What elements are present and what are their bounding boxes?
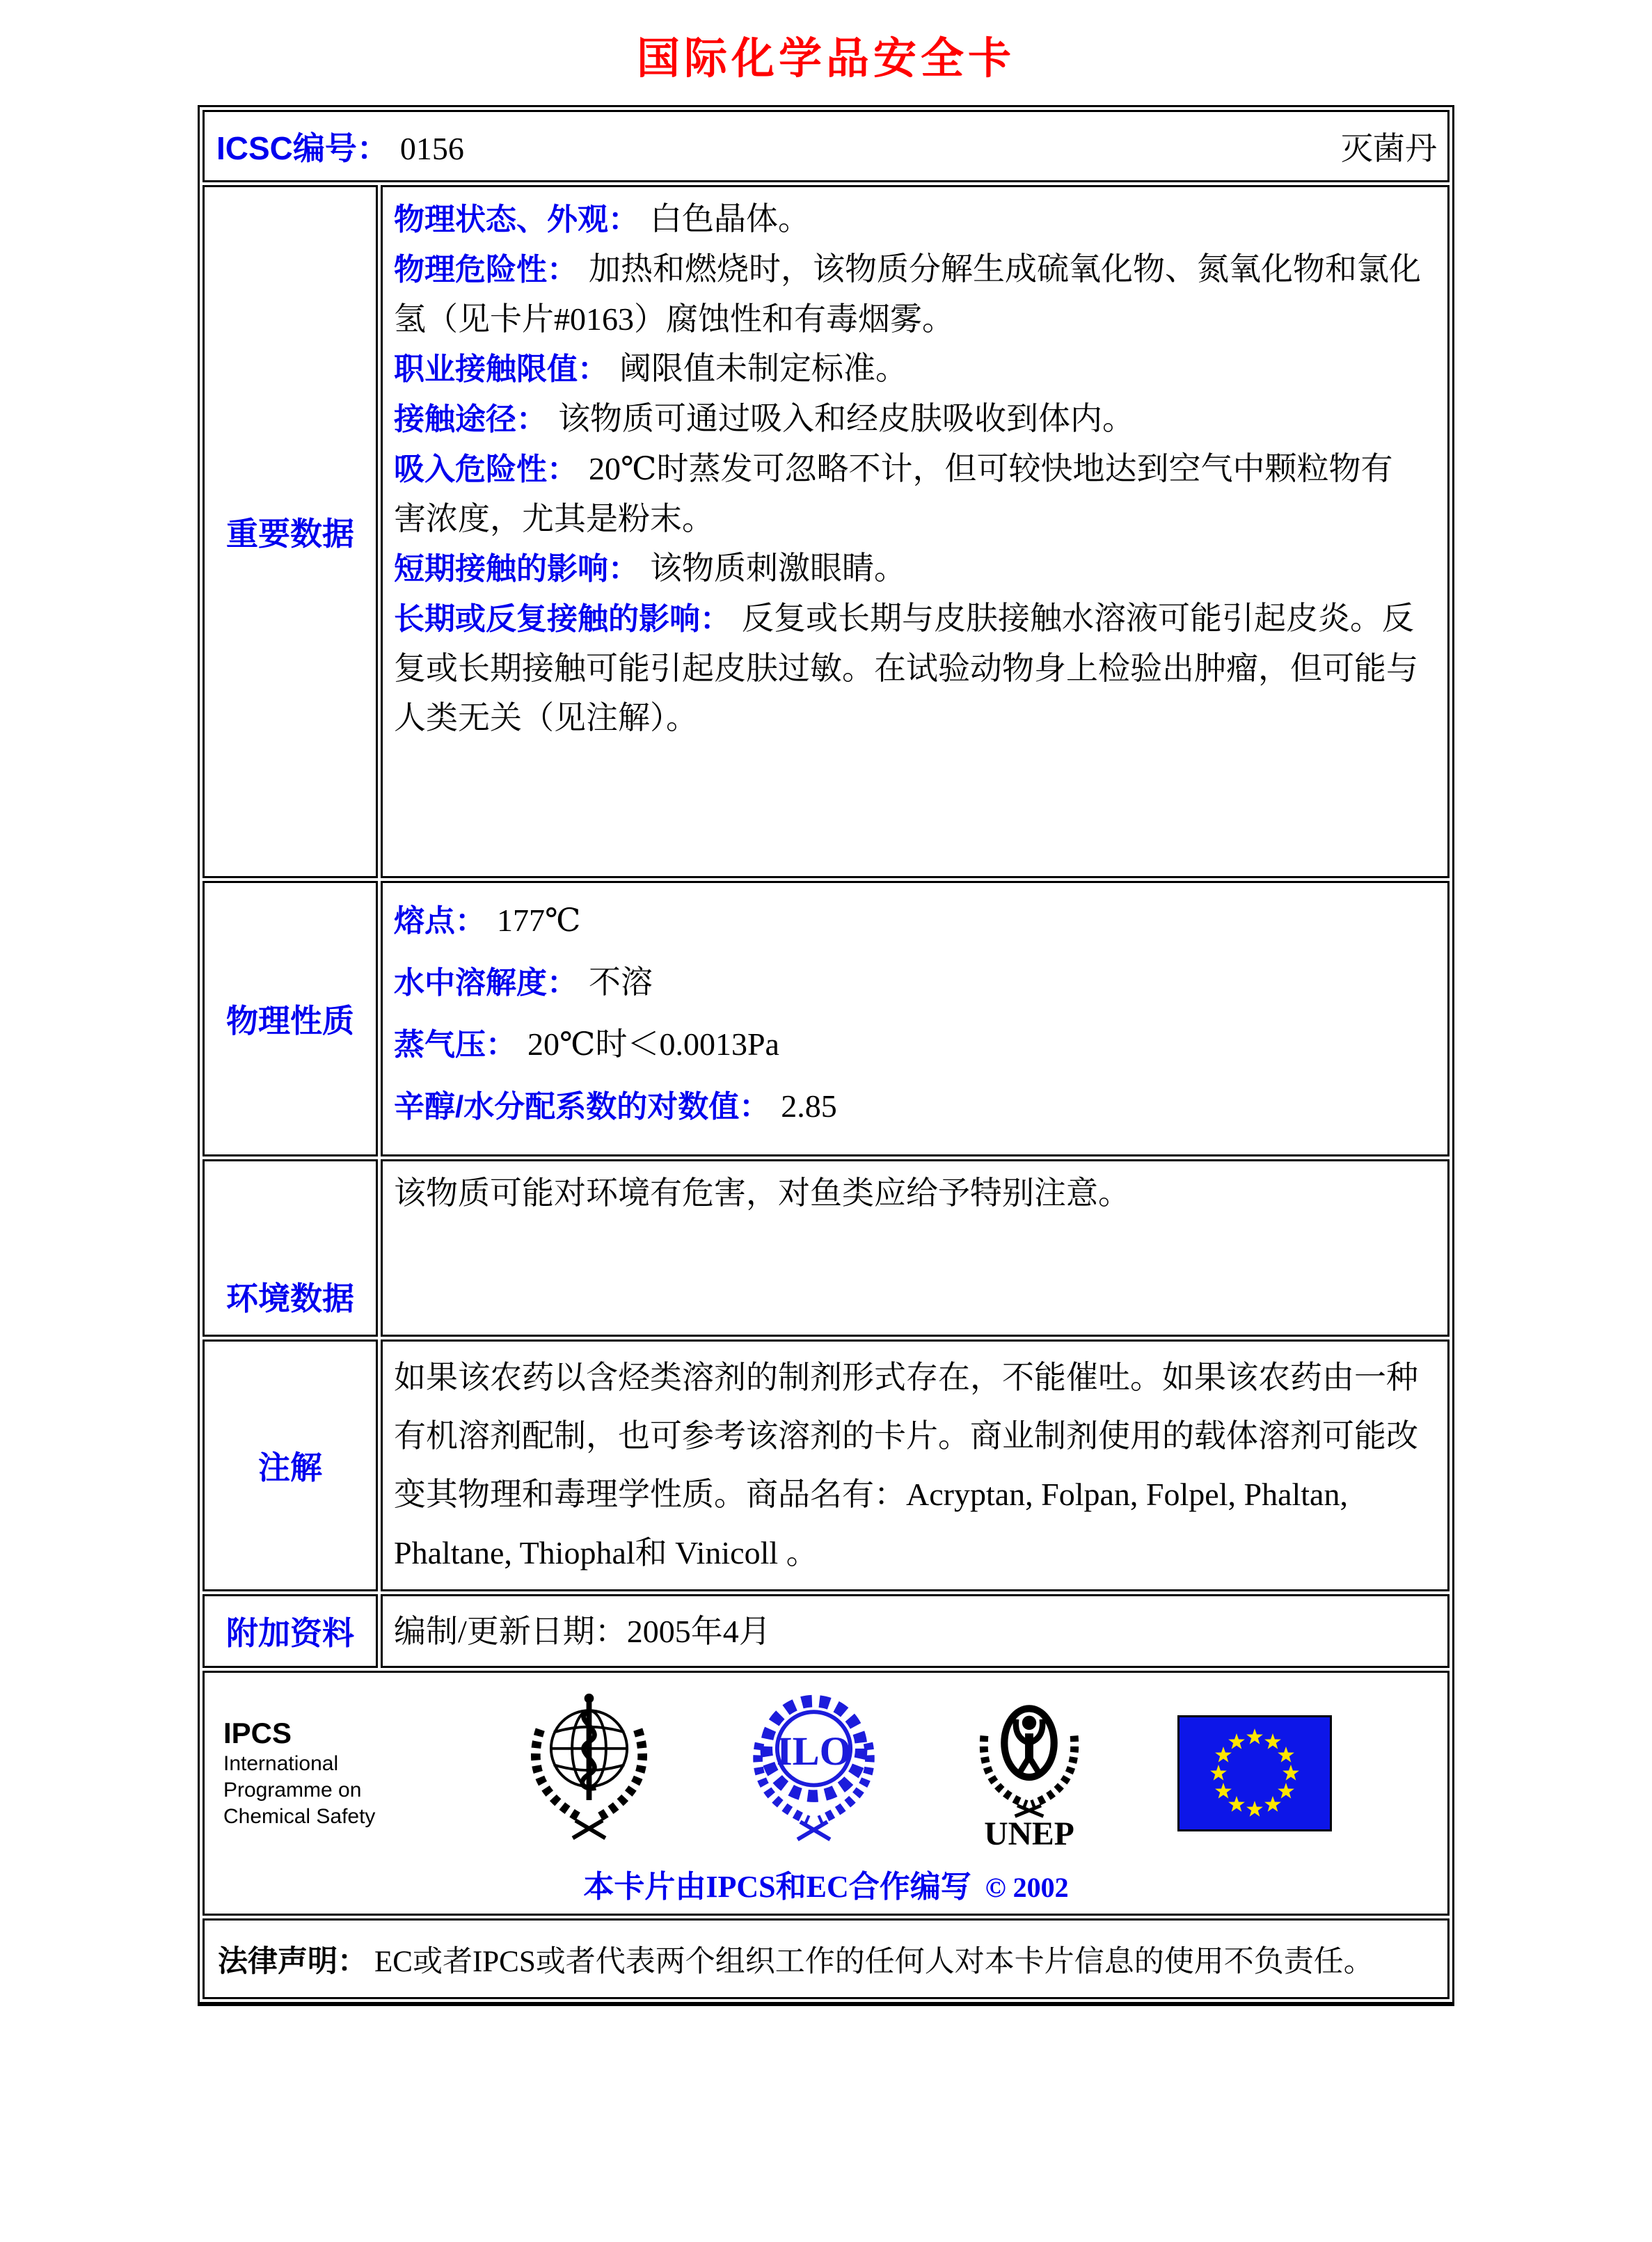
field-label: 辛醇/水分配系数的对数值： <box>394 1090 770 1124</box>
field-value: 不溶 <box>589 964 653 1000</box>
caption-year: © 2002 <box>985 1872 1069 1903</box>
ilo-logo-text: ILO <box>776 1728 851 1774</box>
field-value: 177℃ <box>497 903 581 938</box>
environmental-data-label: 环境数据 <box>202 1159 378 1337</box>
header-row <box>202 110 1450 182</box>
field-label: 熔点： <box>394 904 486 938</box>
field-vapor-pressure <box>394 1014 1424 1076</box>
notes-label: 注解 <box>202 1339 378 1591</box>
physical-properties-label: 物理性质 <box>202 881 378 1156</box>
physical-properties-content <box>381 881 1450 1156</box>
field-label: 接触途径： <box>394 402 547 436</box>
field-label: 职业接触限值： <box>394 352 608 386</box>
field-label: 水中溶解度： <box>394 966 578 1000</box>
field-value: 该物质刺激眼睛。 <box>650 550 906 586</box>
field-occupational-limit <box>394 344 1424 394</box>
page-title: 国际化学品安全卡 <box>636 35 1015 83</box>
field-value: 20℃时蒸发可忽略不计，但可较快地达到空气中颗粒物有害浓度，尤其是粉末。 <box>394 451 1393 536</box>
unep-logo-text: UNEP <box>984 1815 1075 1852</box>
icsc-card-table <box>198 105 1454 2006</box>
cooperation-caption <box>205 1861 1447 1913</box>
logos-row <box>202 1671 1450 1916</box>
notes-content <box>381 1339 1450 1591</box>
field-value: 2005年4月 <box>626 1613 771 1649</box>
ipcs-line: International <box>223 1752 339 1775</box>
environmental-data-row <box>202 1159 1450 1337</box>
ipcs-line: Chemical Safety <box>223 1805 376 1828</box>
caption-text: 本卡片由IPCS和EC合作编写 <box>583 1870 971 1904</box>
field-short-term-effects <box>394 543 1424 594</box>
field-label: 短期接触的影响： <box>394 552 639 586</box>
field-label: 蒸气压： <box>394 1028 516 1062</box>
legal-notice-text: EC或者IPCS或者代表两个组织工作的任何人对本卡片信息的使用不负责任。 <box>374 1945 1374 1978</box>
chemical-name: 灭菌丹 <box>1341 131 1437 166</box>
field-value: 白色晶体。 <box>650 201 810 237</box>
environmental-text: 该物质可能对环境有危害，对鱼类应给予特别注意。 <box>394 1175 1130 1211</box>
field-label: 编制/更新日期： <box>394 1613 627 1649</box>
field-melting-point <box>394 890 1424 952</box>
additional-info-content <box>381 1594 1450 1668</box>
ilo-logo-icon <box>746 1688 882 1859</box>
field-value: 20℃时＜0.0013Pa <box>527 1026 779 1062</box>
important-data-label: 重要数据 <box>202 185 378 878</box>
field-value: 2.85 <box>781 1088 837 1124</box>
field-octanol-water-coefficient <box>394 1076 1424 1138</box>
field-value: 加热和燃烧时，该物质分解生成硫氧化物、氮氧化物和氯化氢（见卡片#0163）腐蚀性和有毒烟雾。 <box>394 251 1421 337</box>
additional-info-row <box>202 1594 1450 1668</box>
notes-row <box>202 1339 1450 1591</box>
icsc-number-group <box>216 123 464 169</box>
environmental-data-content <box>381 1159 1450 1337</box>
ipcs-line: Programme on <box>223 1779 362 1802</box>
field-label: 长期或反复接触的影响： <box>394 602 731 636</box>
field-update-date <box>394 1607 1424 1656</box>
field-water-solubility <box>394 952 1424 1014</box>
physical-properties-row <box>202 881 1450 1156</box>
additional-info-label: 附加资料 <box>202 1594 378 1668</box>
ipcs-text-block <box>223 1716 432 1830</box>
card-header <box>205 113 1447 179</box>
field-label: 物理危险性： <box>394 253 578 287</box>
important-data-content <box>381 185 1450 878</box>
field-exposure-route <box>394 394 1424 444</box>
legal-notice-label: 法律声明： <box>218 1944 367 1978</box>
field-label: 物理状态、外观： <box>394 202 639 237</box>
unep-logo-icon <box>970 1686 1088 1860</box>
logos-strip <box>205 1673 1447 1913</box>
eu-flag-icon <box>1177 1715 1332 1831</box>
icsc-number-value: 0156 <box>399 131 464 166</box>
legal-notice-row <box>202 1918 1450 1999</box>
field-label: 吸入危险性： <box>394 452 578 486</box>
ipcs-abbreviation: IPCS <box>223 1717 292 1749</box>
field-inhalation-risk <box>394 444 1424 543</box>
who-logo-icon <box>521 1688 657 1859</box>
important-data-row <box>202 185 1450 878</box>
field-value: 该物质可通过吸入和经皮肤吸收到体内。 <box>558 401 1134 436</box>
icsc-number-label: ICSC编号： <box>216 130 389 166</box>
legal-notice <box>205 1928 1447 1990</box>
field-value: 反复或长期与皮肤接触水溶液可能引起皮炎。反复或长期接触可能引起皮肤过敏。在试验动物身上检验出肿瘤，但可能与人类无关（见注解）。 <box>394 601 1418 736</box>
field-long-term-effects <box>394 594 1424 742</box>
notes-text: 如果该农药以含烃类溶剂的制剂形式存在，不能催吐。如果该农药由一种有机溶剂配制，也可参考该溶剂的卡片。商业制剂使用的载体溶剂可能改变其物理和毒理学性质。商品名有：Acryptan, Folpan, Folpel, Phaltan, Phaltane, Thiophal和 Vinicoll 。 <box>394 1360 1418 1571</box>
field-physical-danger <box>394 244 1424 344</box>
field-physical-state <box>394 194 1424 244</box>
field-value: 阈限值未制定标准。 <box>619 351 907 386</box>
